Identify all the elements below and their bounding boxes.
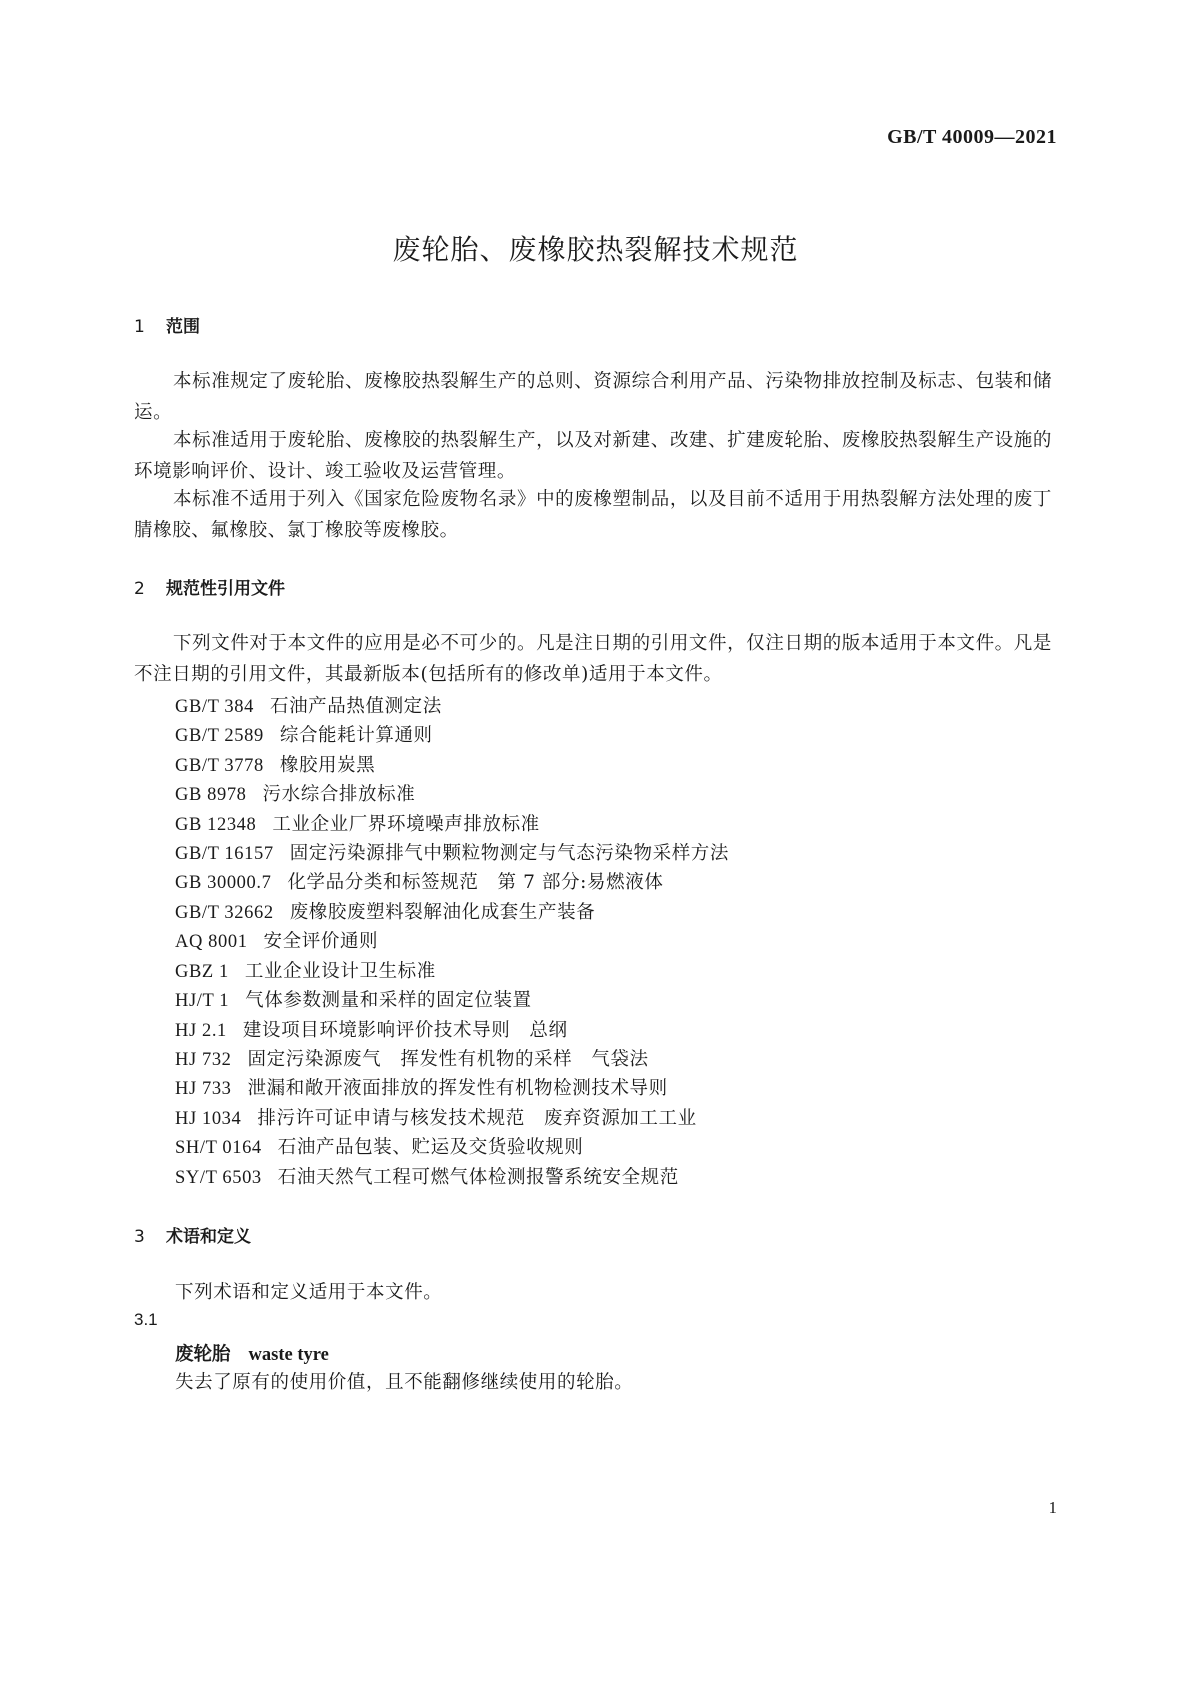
section-3-intro: 下列术语和定义适用于本文件。 bbox=[175, 1282, 443, 1303]
reference-item bbox=[175, 957, 436, 983]
reference-item bbox=[175, 1104, 697, 1130]
term-chinese: 废轮胎 bbox=[175, 1344, 231, 1365]
reference-code: GB 8978 bbox=[175, 785, 247, 805]
reference-name: 石油天然气工程可燃气体检测报警系统安全规范 bbox=[277, 1167, 679, 1188]
reference-name: 建设项目环境影响评价技术导则 总纲 bbox=[242, 1020, 568, 1041]
reference-code: HJ 732 bbox=[175, 1050, 232, 1070]
reference-name: 气体参数测量和采样的固定位装置 bbox=[245, 990, 532, 1011]
reference-code: GB/T 2589 bbox=[175, 726, 264, 746]
reference-item bbox=[175, 692, 442, 718]
section-3-heading bbox=[134, 1222, 251, 1247]
reference-item bbox=[175, 780, 415, 806]
subsection-number: 3.1 bbox=[134, 1310, 158, 1329]
document-title: 废轮胎、废橡胶热裂解技术规范 bbox=[392, 233, 799, 266]
reference-name: 污水综合排放标准 bbox=[262, 784, 416, 805]
reference-item bbox=[175, 810, 540, 836]
reference-name: 固定污染源废气 挥发性有机物的采样 气袋法 bbox=[247, 1049, 649, 1070]
reference-item bbox=[175, 927, 378, 953]
section-number: 2 bbox=[134, 579, 145, 599]
reference-name: 排污许可证申请与核发技术规范 废弃资源加工工业 bbox=[257, 1108, 697, 1129]
section-title: 规范性引用文件 bbox=[166, 579, 285, 599]
reference-code: SH/T 0164 bbox=[175, 1138, 262, 1158]
reference-item bbox=[175, 898, 595, 924]
section-number: 3 bbox=[134, 1227, 145, 1247]
reference-name: 化学品分类和标签规范 第 7 部分:易燃液体 bbox=[287, 872, 664, 893]
reference-name: 固定污染源排气中颗粒物测定与气态污染物采样方法 bbox=[289, 843, 729, 864]
term-definition: 失去了原有的使用价值，且不能翻修继续使用的轮胎。 bbox=[175, 1372, 634, 1393]
paragraph: 本标准适用于废轮胎、废橡胶的热裂解生产，以及对新建、改建、扩建废轮胎、废橡胶热裂解生产设施的环境影响评价、设计、竣工验收及运营管理。 bbox=[134, 430, 1052, 482]
reference-item bbox=[175, 1133, 583, 1159]
reference-item bbox=[175, 721, 433, 747]
paragraph: 本标准不适用于列入《国家危险废物名录》中的废橡塑制品，以及目前不适用于用热裂解方法处理的废丁腈橡胶、氟橡胶、氯丁橡胶等废橡胶。 bbox=[134, 489, 1052, 541]
reference-item bbox=[175, 1163, 679, 1189]
reference-code: HJ 733 bbox=[175, 1079, 232, 1099]
reference-name: 废橡胶废塑料裂解油化成套生产装备 bbox=[289, 902, 596, 923]
reference-item bbox=[175, 1045, 649, 1071]
term-english: waste tyre bbox=[248, 1345, 329, 1365]
reference-code: HJ 2.1 bbox=[175, 1021, 227, 1041]
section-1-heading bbox=[134, 312, 200, 337]
reference-code: GB/T 16157 bbox=[175, 844, 274, 864]
reference-item bbox=[175, 986, 532, 1012]
reference-item bbox=[175, 1016, 568, 1042]
reference-code: GBZ 1 bbox=[175, 962, 229, 982]
reference-item bbox=[175, 839, 729, 865]
reference-code: GB/T 384 bbox=[175, 697, 254, 717]
reference-name: 泄漏和敞开液面排放的挥发性有机物检测技术导则 bbox=[247, 1078, 668, 1099]
paragraph: 本标准规定了废轮胎、废橡胶热裂解生产的总则、资源综合利用产品、污染物排放控制及标志、包装和储运。 bbox=[134, 371, 1052, 423]
reference-code: GB 30000.7 bbox=[175, 873, 272, 893]
reference-code: HJ 1034 bbox=[175, 1109, 242, 1129]
section-title: 术语和定义 bbox=[166, 1227, 251, 1247]
reference-name: 橡胶用炭黑 bbox=[279, 755, 376, 776]
reference-item bbox=[175, 751, 375, 777]
reference-item bbox=[175, 868, 663, 894]
section-title: 范围 bbox=[166, 317, 200, 337]
section-2-heading bbox=[134, 574, 285, 599]
page-number: 1 bbox=[1048, 1498, 1057, 1517]
reference-name: 石油产品热值测定法 bbox=[269, 696, 442, 717]
reference-name: 工业企业设计卫生标准 bbox=[244, 961, 436, 982]
reference-code: GB/T 32662 bbox=[175, 903, 274, 923]
reference-code: SY/T 6503 bbox=[175, 1168, 262, 1188]
reference-code: GB/T 3778 bbox=[175, 756, 264, 776]
reference-name: 石油产品包装、贮运及交货验收规则 bbox=[277, 1137, 584, 1158]
reference-code: AQ 8001 bbox=[175, 932, 248, 952]
standard-code: GB/T 40009—2021 bbox=[887, 126, 1057, 148]
term-entry bbox=[175, 1340, 329, 1366]
reference-code: GB 12348 bbox=[175, 815, 257, 835]
reference-item bbox=[175, 1074, 668, 1100]
section-number: 1 bbox=[134, 317, 145, 337]
reference-code: HJ/T 1 bbox=[175, 991, 230, 1011]
reference-name: 安全评价通则 bbox=[263, 931, 379, 952]
reference-name: 综合能耗计算通则 bbox=[279, 725, 433, 746]
reference-name: 工业企业厂界环境噪声排放标准 bbox=[272, 814, 540, 835]
paragraph: 下列文件对于本文件的应用是必不可少的。凡是注日期的引用文件，仅注日期的版本适用于本文件。凡是不注日期的引用文件，其最新版本(包括所有的修改单)适用于本文件。 bbox=[134, 633, 1052, 685]
